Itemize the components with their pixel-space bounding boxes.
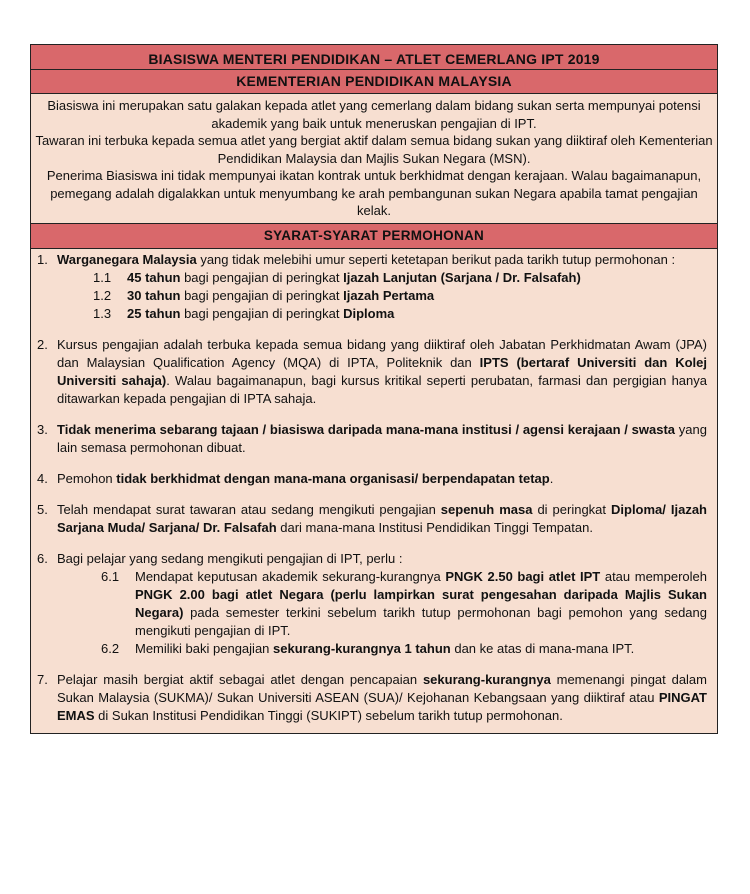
sub-text: dan ke atas di mana-mana IPT.: [450, 640, 635, 656]
sub-item-1-3: [93, 305, 707, 323]
item-text: Pelajar masih bergiat aktif sebagai atlet dengan pencapaian: [57, 671, 423, 687]
page-title: BIASISWA MENTERI PENDIDIKAN – ATLET CEMERLANG IPT 2019: [31, 45, 717, 70]
sub-text: Memiliki baki pengajian: [135, 640, 274, 656]
item-text: di Sukan Institusi Pendidikan Tinggi (SUKIPT) sebelum tarikh tutup permohonan.: [94, 707, 563, 723]
sub-text: bagi pengajian di peringkat: [180, 305, 344, 321]
sub-item-1-1: [93, 269, 707, 287]
requirement-item-3: [37, 421, 707, 457]
sub-number: 6.1: [101, 568, 120, 584]
bold-text: 25 tahun: [127, 305, 181, 321]
bold-text: 30 tahun: [127, 287, 181, 303]
item-text: yang tidak melebihi umur seperti ketetapan berikut pada tarikh tutup permohonan :: [196, 251, 676, 267]
intro-paragraph-2: Tawaran ini terbuka kepada semua atlet yang bergiat aktif dalam semua bidang sukan yang diiktiraf oleh Kementerian Pendidikan Malaysia dan Majlis Sukan Negara (MSN).: [35, 133, 713, 166]
bold-text: PINGAT EMAS: [57, 689, 707, 723]
intro-paragraph-1: Biasiswa ini merupakan satu galakan kepada atlet yang cemerlang dalam bidang sukan serta mempunyai potensi akademik yang baik untuk meneruskan pengajian di IPT.: [47, 98, 701, 131]
bold-text: 45 tahun: [127, 269, 181, 285]
item-text: .: [549, 470, 554, 486]
bold-text: Tidak menerima sebarang tajaan / biasiswa daripada mana-mana institusi / agensi kerajaan / swasta: [57, 421, 676, 437]
item-number: 7.: [37, 671, 48, 687]
bold-text: sekurang-kurangnya 1 tahun: [273, 640, 451, 656]
header: [31, 45, 717, 93]
requirement-item-7: [37, 671, 707, 725]
item-number: 2.: [37, 336, 48, 352]
item-text: memenangi pingat dalam Sukan Malaysia (SUKMA)/ Sukan Universiti ASEAN (SUA)/ Kejohanan Kebangsaan yang diiktiraf atau: [57, 671, 707, 705]
bold-text: Ijazah Lanjutan (Sarjana / Dr. Falsafah): [343, 269, 581, 285]
sub-text: atau memperoleh: [600, 568, 707, 584]
item-text: Pemohon: [57, 470, 117, 486]
sub-item-1-2: [93, 287, 707, 305]
sub-text: bagi pengajian di peringkat: [180, 269, 344, 285]
sub-item-6-1: [101, 568, 707, 640]
item-number: 6.: [37, 550, 48, 566]
sub-text: bagi pengajian di peringkat: [180, 287, 344, 303]
item-number: 5.: [37, 501, 48, 517]
sub-text: pada semester terkini sebelum tarikh tutup permohonan bagi pemohon yang sedang mengikuti pengajian di IPT.: [135, 604, 707, 638]
sub-number: 6.2: [101, 640, 120, 656]
bold-text: tidak berkhidmat dengan mana-mana organisasi/ berpendapatan tetap: [116, 470, 550, 486]
sub-item-6-2: [101, 640, 707, 658]
requirement-item-2: [37, 336, 707, 408]
requirements-list: [31, 249, 717, 733]
requirement-item-6: [37, 550, 707, 658]
sub-text: Mendapat keputusan akademik sekurang-kurangnya: [135, 568, 446, 584]
sub-number: 1.1: [93, 269, 112, 285]
item-text: Telah mendapat surat tawaran atau sedang mengikuti pengajian: [57, 501, 441, 517]
bold-text: Ijazah Pertama: [343, 287, 435, 303]
requirement-item-1: [37, 251, 707, 323]
sub-number: 1.2: [93, 287, 112, 303]
item-number: 3.: [37, 421, 48, 437]
item-number: 1.: [37, 251, 48, 267]
bold-text: Diploma/ Ijazah Sarjana Muda/ Sarjana/ Dr. Falsafah: [57, 501, 707, 535]
ministry-name: KEMENTERIAN PENDIDIKAN MALAYSIA: [236, 73, 512, 89]
section-title: SYARAT-SYARAT PERMOHONAN: [31, 224, 717, 249]
item-text: Kursus pengajian adalah terbuka kepada semua bidang yang diiktiraf oleh Jabatan Perkhidmatan Awam (JPA) dan Malaysian Qualification Agency (MQA) di IPTA, Politeknik dan: [57, 336, 707, 370]
bold-text: PNGK 2.50 bagi atlet IPT: [445, 568, 601, 584]
intro-paragraph-3: Penerima Biasiswa ini tidak mempunyai ikatan kontrak untuk berkhidmat dengan kerajaan. Walau bagaimanapun, pemegang adalah digalakkan untuk menyumbang ke arah pembangunan sukan Negara apabila tamat pengajian kelak.: [46, 168, 702, 218]
item-text: dari mana-mana Institusi Pendidikan Tinggi Tempatan.: [276, 519, 593, 535]
item-text: . Walau bagaimanapun, bagi kursus kritikal seperti perubatan, farmasi dan pergigian hanya ditawarkan kepada pengajian di IPTA sahaja.: [57, 372, 707, 406]
requirement-item-5: [37, 501, 707, 537]
bold-text: sepenuh masa: [440, 501, 533, 517]
bold-text: Warganegara Malaysia: [57, 251, 197, 267]
item-text: di peringkat: [532, 501, 611, 517]
requirement-item-4: [37, 470, 707, 488]
item-text: Bagi pelajar yang sedang mengikuti pengajian di IPT, perlu :: [57, 550, 403, 566]
bold-text: IPTS (bertaraf Universiti dan Kolej Universiti sahaja): [57, 354, 707, 388]
intro-section: [31, 93, 717, 224]
item-text: yang lain semasa permohonan dibuat.: [57, 421, 707, 455]
item-number: 4.: [37, 470, 48, 486]
bold-text: sekurang-kurangnya: [422, 671, 551, 687]
sub-number: 1.3: [93, 305, 112, 321]
bold-text: PNGK 2.00 bagi atlet Negara (perlu lampirkan surat pengesahan daripada Majlis Sukan Negara): [135, 586, 707, 620]
bold-text: Diploma: [343, 305, 395, 321]
scholarship-notice: [30, 44, 718, 734]
